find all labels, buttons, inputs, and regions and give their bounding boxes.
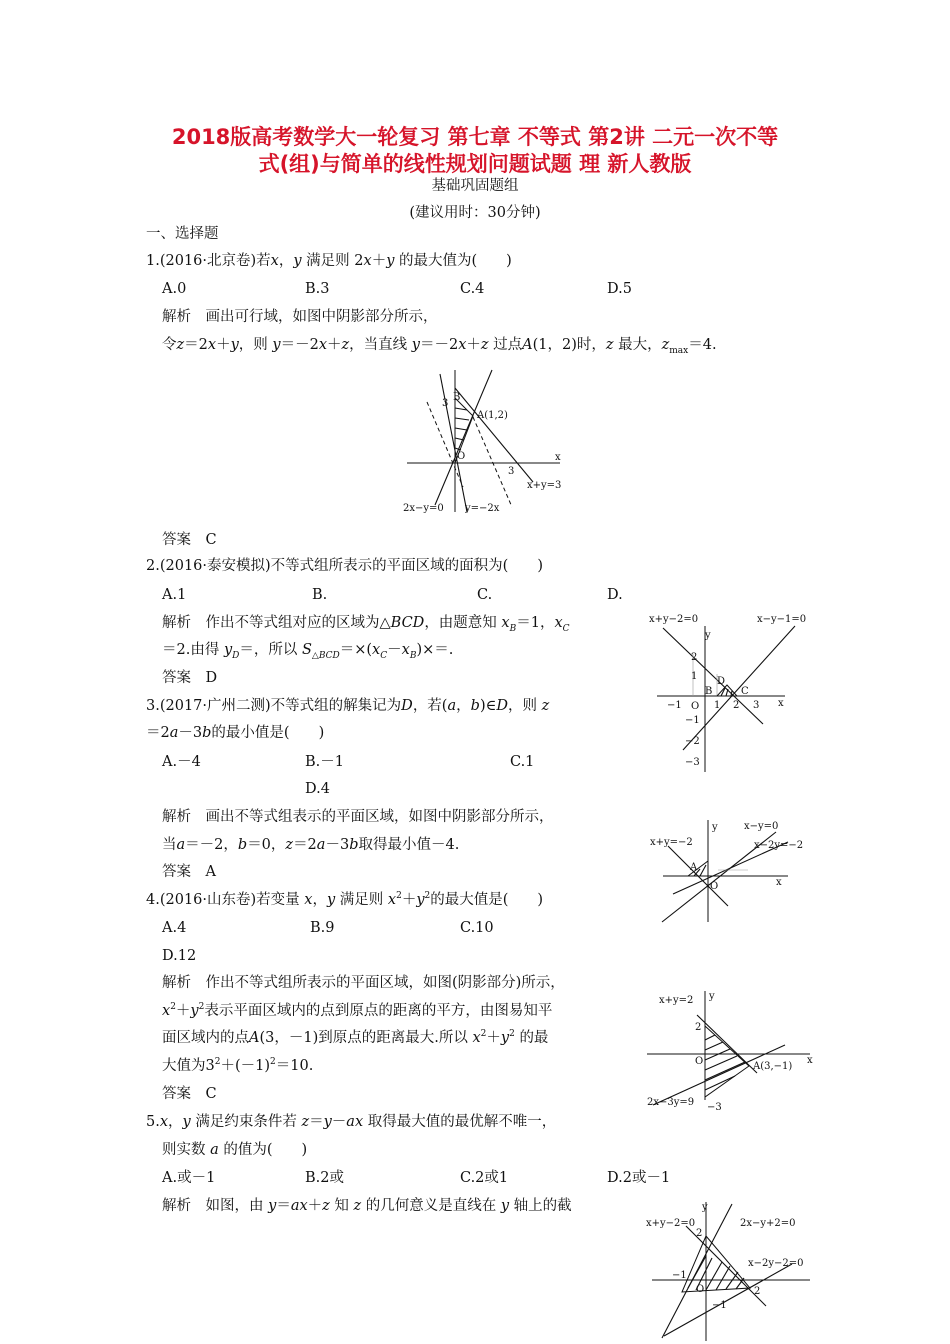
- q2-solution-line-2: ＝2.由得 $y_D=$，所以 $S_{\triangle BCD}=\times(x_C-x_B)\times=$.: [162, 642, 454, 661]
- q2-point-c: C: [741, 686, 749, 697]
- q4-y-label: y: [709, 991, 715, 1002]
- q1-line-xy3: x+y=3: [527, 480, 562, 491]
- q1-figure: [395, 362, 575, 522]
- q4-solution-line-2: $x^2+y^2$表示平面区域内的点到原点的距离的平方，由图易知平: [162, 1002, 553, 1019]
- q3-figure: [648, 812, 818, 927]
- q5-line-x+y-2: x+y−2=0: [646, 1218, 696, 1229]
- q1-solution-line-1: 解析 画出可行域，如图中阴影部分所示，: [162, 309, 438, 325]
- q5-tick-x-m1: −1: [672, 1270, 687, 1281]
- document-title: 2018版高考数学大一轮复习 第七章 不等式 第2讲 二元一次不等 式(组)与简单的线性规划问题试题 理 新人教版: [171, 125, 779, 176]
- q4-option-d: D.12: [162, 948, 197, 964]
- q4-origin: O: [695, 1056, 704, 1067]
- question-5-stem: 5.x，y 满足约束条件若 z＝y－ax 取得最大值的最优解不唯一，: [146, 1114, 557, 1130]
- q3-option-a: A.－4: [162, 754, 201, 770]
- question-3-stem-line-2: ＝2a－3b的最小值是( ): [146, 725, 325, 741]
- question-2-stem: 2.(2016·泰安模拟)不等式组所表示的平面区域的面积为( ): [146, 558, 543, 574]
- q3-option-d: D.4: [305, 781, 330, 797]
- q3-origin: O: [710, 881, 719, 892]
- q5-tick-2: 2: [696, 1228, 703, 1239]
- q5-tick-x-2: 2: [754, 1286, 761, 1297]
- q3-option-c: C.1: [510, 754, 535, 770]
- q5-option-c: C.2或1: [460, 1170, 509, 1186]
- q1-option-d: D.5: [607, 281, 632, 297]
- q2-tick-y-1: 1: [691, 671, 698, 682]
- q4-tick-m3: −3: [707, 1102, 722, 1113]
- q1-option-a: A.0: [162, 281, 187, 297]
- q3-answer: 答案 A: [162, 864, 216, 880]
- q2-origin: O: [691, 701, 700, 712]
- q2-point-b: B: [705, 686, 713, 697]
- q1-tick-3-x: 3: [508, 466, 515, 477]
- question-4-stem: 4.(2016·山东卷)若变量 x，y 满足则 $x^2+y^2$的最大值是( ): [146, 891, 544, 908]
- q5-option-a: A.或－1: [162, 1170, 216, 1186]
- q2-tick-y-m3: −3: [685, 757, 700, 768]
- q2-option-b: B.: [312, 587, 328, 603]
- q1-x-axis-label: x: [555, 452, 561, 463]
- q1-option-c: C.4: [460, 281, 485, 297]
- q2-tick-x-3: 3: [753, 700, 760, 711]
- q2-tick-y-2: 2: [691, 652, 698, 663]
- question-1-stem: 1.(2016·北京卷)若x，y 满足则 2x＋y 的最大值为( ): [146, 253, 512, 269]
- q5-option-d: D.2或－1: [607, 1170, 671, 1186]
- q5-line-2x-y+2: 2x−y+2=0: [740, 1218, 796, 1229]
- q3-line-x-2y: x−2y=−2: [754, 840, 804, 851]
- q4-answer: 答案 C: [162, 1086, 217, 1102]
- q2-option-d: D.: [607, 587, 623, 603]
- q1-origin: O: [457, 451, 466, 462]
- q3-x-label: x: [776, 877, 782, 888]
- q5-line-x-2y-2: x−2y−2=0: [748, 1258, 804, 1269]
- question-5-stem-line-2: 则实数 a 的值为( ): [162, 1142, 308, 1158]
- q2-tick-x-2: 2: [733, 700, 740, 711]
- q5-figure: [642, 1196, 822, 1342]
- q5-option-b: B.2或: [305, 1170, 344, 1186]
- q4-line-2x-3y: 2x−3y=9: [647, 1097, 695, 1108]
- q2-option-a: A.1: [162, 587, 187, 603]
- question-3-stem: 3.(2017·广州二测)不等式组的解集记为D，若(a，b)∈D，则 z: [146, 698, 550, 714]
- q3-point-a: A: [690, 862, 698, 873]
- q1-solution-line-2: 令z＝2x＋y，则 y＝－2x＋z，当直线 y＝－2x＋z 过点A(1，2)时，z 最大，$z_{max}=4$.: [162, 337, 717, 356]
- q4-tick-2: 2: [695, 1022, 702, 1033]
- q2-x-label: x: [778, 698, 784, 709]
- q4-option-a: A.4: [162, 920, 187, 936]
- q2-solution-line-1: 解析 作出不等式组对应的区域为△BCD，由题意知 $x_B=1$，$x_C$: [162, 615, 570, 634]
- q4-point-a: A(3,−1): [753, 1061, 793, 1072]
- q2-figure: [645, 612, 815, 777]
- q2-tick-x-m1: −1: [667, 700, 682, 711]
- q1-point-b: B: [453, 392, 461, 403]
- q1-option-b: B.3: [305, 281, 330, 297]
- q1-line-2x-y: 2x−y=0: [403, 503, 444, 514]
- q4-line-x+y2: x+y=2: [659, 995, 694, 1006]
- q1-point-a: A(1,2): [477, 410, 508, 421]
- q2-tick-x-1: 1: [714, 700, 721, 711]
- q2-line-x-y-1: x−y−1=0: [757, 614, 807, 625]
- q2-tick-y-m2: −2: [685, 736, 700, 747]
- q3-line-x-y: x−y=0: [744, 821, 779, 832]
- q3-solution-line-2: 当a＝－2，b＝0，z＝2a－3b取得最小值－4.: [162, 837, 460, 853]
- q4-figure: [645, 985, 820, 1115]
- q4-solution-line-3: 面区域内的点A(3，－1)到原点的距离最大.所以 $x^2+y^2$ 的最: [162, 1029, 549, 1046]
- q4-solution-line-4: 大值为$3^2+(-1)^2=10$.: [162, 1057, 314, 1074]
- q5-solution-line-1: 解析 如图，由 y＝ax＋z 知 z 的几何意义是直线在 y 轴上的截: [162, 1198, 572, 1214]
- q4-option-b: B.9: [310, 920, 335, 936]
- q4-solution-line-1: 解析 作出不等式组所表示的平面区域，如图(阴影部分)所示，: [162, 975, 565, 991]
- group-heading: 基础巩固题组: [431, 178, 519, 194]
- q3-line-x+y-2: x+y=−2: [650, 837, 693, 848]
- suggested-time: (建议用时：30分钟): [409, 205, 541, 221]
- q3-y-label: y: [712, 822, 718, 833]
- q1-answer: 答案 C: [162, 532, 217, 548]
- q5-y-label: y: [702, 1202, 708, 1213]
- section-heading: 一、选择题: [146, 226, 219, 242]
- q2-point-d: D: [717, 676, 726, 687]
- q3-solution-line-1: 解析 画出不等式组表示的平面区域，如图中阴影部分所示，: [162, 809, 554, 825]
- q4-option-c: C.10: [460, 920, 494, 936]
- q5-origin: O: [696, 1284, 705, 1295]
- q1-line-y-2x: y=−2x: [465, 503, 500, 514]
- q1-tick-3-y: 3: [442, 398, 449, 409]
- q4-x-label: x: [807, 1055, 813, 1066]
- q2-y-label: y: [705, 630, 711, 641]
- q2-tick-y-m1: −1: [685, 715, 700, 726]
- q5-tick-y-m1: −1: [712, 1300, 727, 1311]
- q2-answer: 答案 D: [162, 670, 218, 686]
- q2-line-x+y-2: x+y−2=0: [649, 614, 699, 625]
- q2-option-c: C.: [477, 587, 493, 603]
- q3-option-b: B.－1: [305, 754, 344, 770]
